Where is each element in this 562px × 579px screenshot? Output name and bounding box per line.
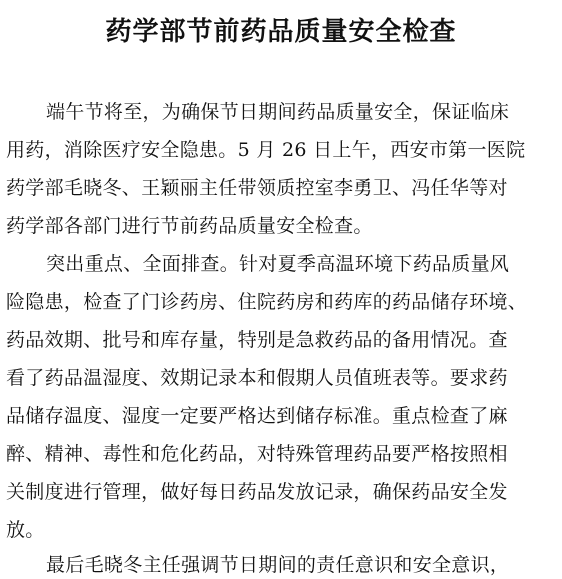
paragraph-2-line-5: 品储存温度、湿度一定要严格达到储存标准。重点检查了麻: [6, 405, 508, 427]
paragraph-1-line-3: 药学部毛晓冬、王颖丽主任带领质控室李勇卫、冯任华等对: [6, 177, 508, 199]
paragraph-2-line-2: 险隐患，检查了门诊药房、住院药房和药库的药品储存环境、: [6, 291, 528, 313]
document-title: 药学部节前药品质量安全检查: [105, 17, 457, 47]
paragraph-2-line-4: 看了药品温湿度、效期记录本和假期人员值班表等。要求药: [6, 367, 508, 389]
paragraph-2-line-3: 药品效期、批号和库存量，特别是急救药品的备用情况。查: [6, 329, 508, 351]
paragraph-2-line-8: 放。: [6, 519, 45, 541]
paragraph-2-line-7: 关制度进行管理，做好每日药品发放记录，确保药品安全发: [6, 481, 508, 503]
paragraph-2-line-6: 醉、精神、毒性和危化药品，对特殊管理药品要严格按照相: [6, 443, 508, 465]
paragraph-2-line-1: 突出重点、全面排查。针对夏季高温环境下药品质量风: [46, 253, 510, 275]
paragraph-1-line-4: 药学部各部门进行节前药品质量安全检查。: [6, 215, 373, 237]
paragraph-1-line-1: 端午节将至，为确保节日期间药品质量安全，保证临床: [46, 101, 510, 123]
paragraph-1-line-2: 用药，消除医疗安全隐患。5 月 26 日上午，西安市第一医院: [6, 139, 526, 161]
paragraph-3-line-1: 最后毛晓冬主任强调节日期间的责任意识和安全意识，: [46, 554, 510, 576]
